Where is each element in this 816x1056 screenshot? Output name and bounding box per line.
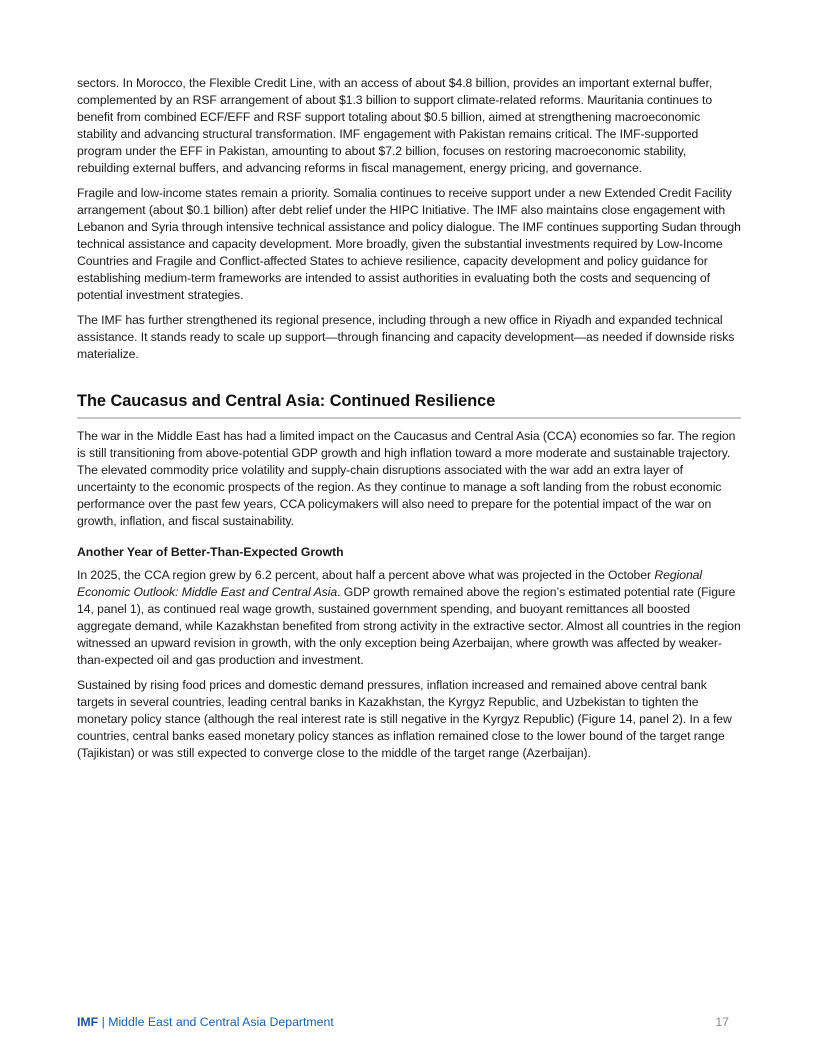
- imf-brand: IMF: [77, 1015, 99, 1029]
- page-footer: [77, 1015, 729, 1029]
- department-name: Middle East and Central Asia Department: [108, 1015, 334, 1029]
- page-content: [77, 75, 741, 770]
- growth-text-before: In 2025, the CCA region grew by 6.2 percent, about half a percent above what was projected in the October: [77, 568, 655, 582]
- growth-text-after: . GDP growth remained above the region’s estimated potential rate (Figure 14, panel 1), as continued real wage growth, sustained government spending, and buoyant remittances all boosted aggregate demand, while Kazakhstan benefited from strong activity in the extractive sector. Almost all countries in the region witnessed an upward revision in growth, with the only exception being Azerbaijan, where growth was affected by weaker-than-expected oil and gas production and investment.: [77, 585, 741, 667]
- paragraph-regional-presence: The IMF has further strengthened its regional presence, including through a new office in Riyadh and expanded technical assistance. It stands ready to scale up support—through financing and capacity development—as needed if downside risks materialize.: [77, 313, 735, 361]
- paragraph-growth: [77, 567, 741, 669]
- section-heading: The Caucasus and Central Asia: Continued Resilience: [77, 392, 496, 410]
- page-number: 17: [715, 1015, 729, 1029]
- paragraph-fragile-states: Fragile and low-income states remain a priority. Somalia continues to receive support under a new Extended Credit Facility arrangement (about $0.1 billion) after debt relief under the HIPC Initiative. The IMF also maintains close engagement with Lebanon and Syria through intensive technical assistance and policy dialogue. The IMF continues supporting Sudan through technical assistance and capacity development. More broadly, given the substantial investments required by Low-Income Countries and Fragile and Conflict-affected States to achieve resilience, capacity development and policy guidance for establishing medium-term frameworks are intended to assist authorities in evaluating both the costs and sequencing of potential investment strategies.: [77, 186, 741, 302]
- subheading-growth: Another Year of Better-Than-Expected Growth: [77, 545, 344, 559]
- footer-separator: |: [98, 1015, 109, 1029]
- paragraph-inflation: Sustained by rising food prices and domestic demand pressures, inflation increased and remained above central bank targets in several countries, leading central banks in Kazakhstan, the Kyrgyz Republic, and Uzbekistan to tighten the monetary policy stance (although the real interest rate is still negative in the Kyrgyz Republic) (Figure 14, panel 2). In a few countries, central banks eased monetary policy stances as inflation remained close to the lower bound of the target range (Tajikistan) or was still expected to converge close to the middle of the target range (Azerbaijan).: [77, 678, 732, 760]
- section-divider: [77, 417, 741, 419]
- report-title-italic: Regional Economic Outlook: Middle East and Central Asia: [77, 568, 703, 599]
- paragraph-cca-intro: The war in the Middle East has had a limited impact on the Caucasus and Central Asia (CCA) economies so far. The region is still transitioning from above-potential GDP growth and high inflation toward a more moderate and sustainable trajectory. The elevated commodity price volatility and supply-chain disruptions associated with the war add an extra layer of uncertainty to the economic prospects of the region. As they continue to manage a soft landing from the robust economic performance over the past few years, CCA policymakers will also need to prepare for the potential impact of the war on growth, inflation, and fiscal sustainability.: [77, 429, 736, 528]
- paragraph-morocco-pakistan: sectors. In Morocco, the Flexible Credit Line, with an access of about $4.8 billion, provides an important external buffer, complemented by an RSF arrangement of about $1.3 billion to support climate-related reforms. Mauritania continues to benefit from combined ECF/EFF and RSF support totaling about $0.5 billion, aimed at strengthening macroeconomic stability and advancing structural transformation. IMF engagement with Pakistan remains critical. The IMF-supported program under the EFF in Pakistan, amounting to about $7.2 billion, focuses on restoring macroeconomic stability, rebuilding external buffers, and advancing reforms in fiscal management, energy pricing, and governance.: [77, 76, 713, 175]
